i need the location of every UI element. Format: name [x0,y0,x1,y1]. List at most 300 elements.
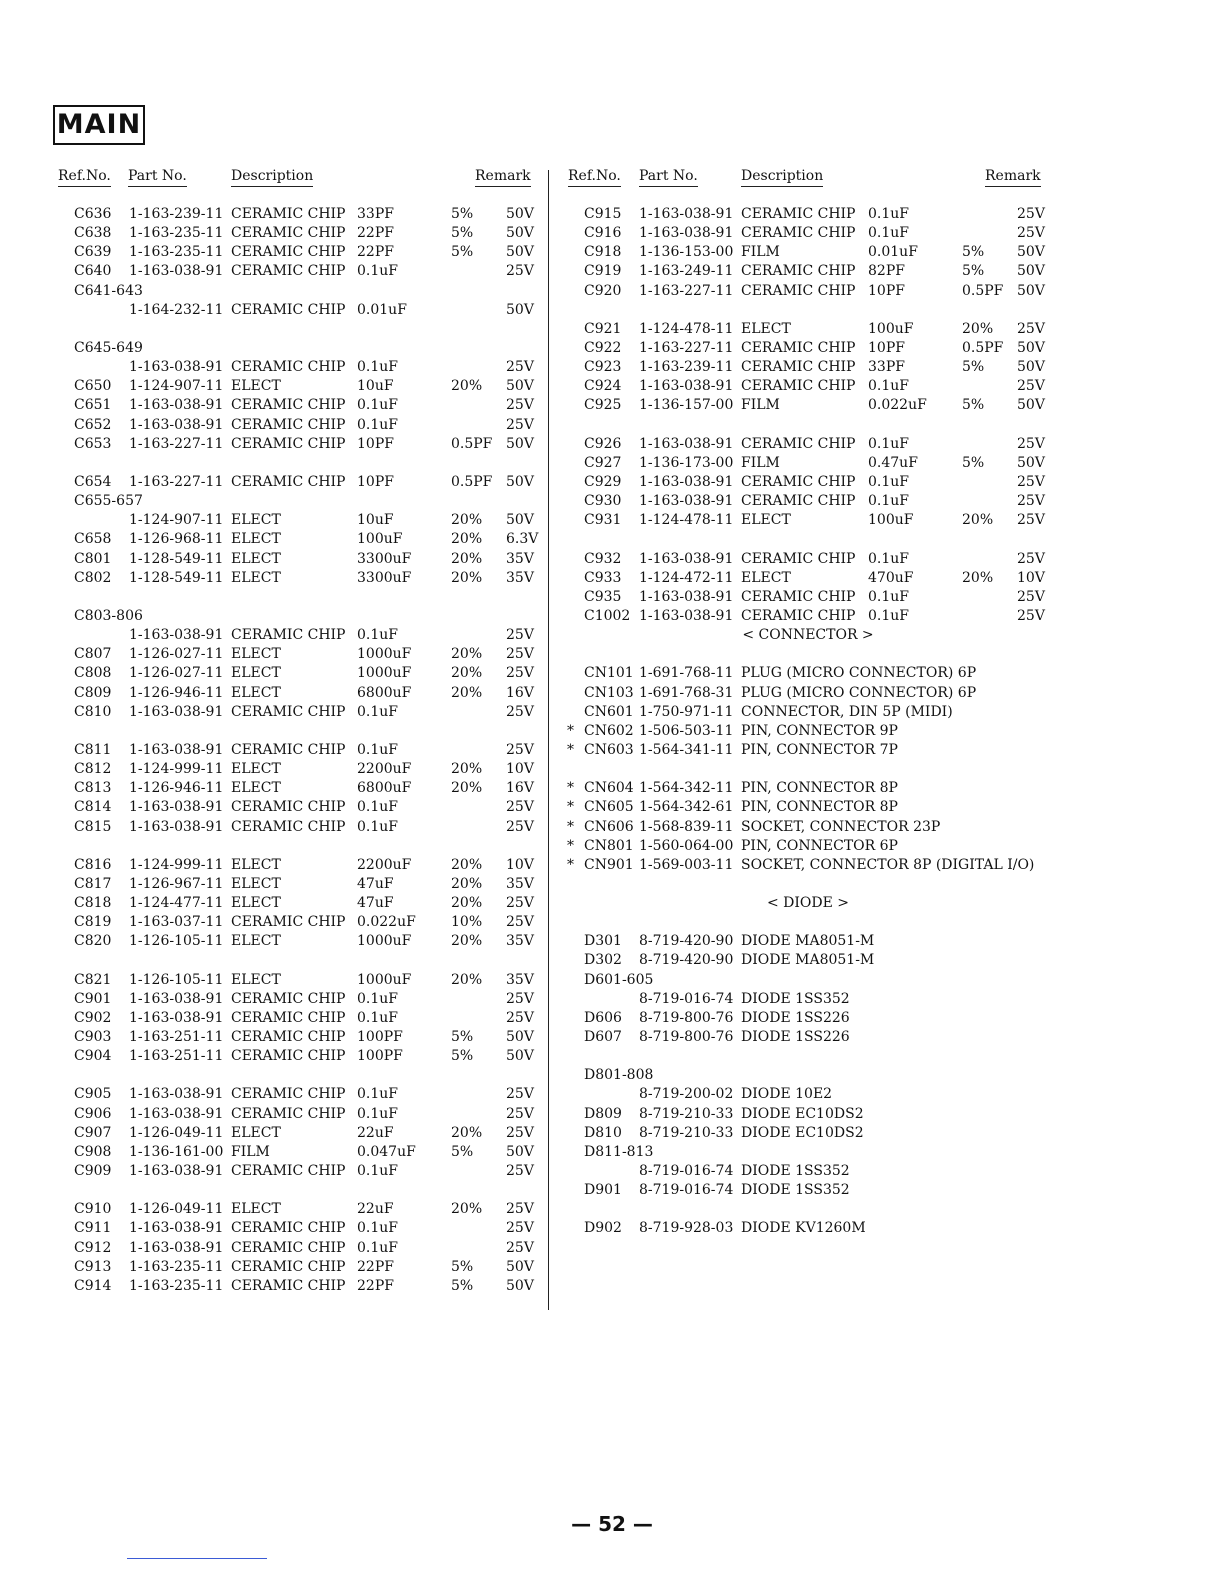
value: 2200uF [357,761,412,778]
header-remark: Remark [985,168,1041,187]
value: 1000uF [357,933,412,950]
voltage: 25V [1017,550,1045,567]
description: CERAMIC CHIP [231,1105,346,1122]
value: 0.01uF [868,244,918,261]
ref-no: C811 [74,741,112,758]
parts-row [568,455,1048,474]
description: PLUG (MICRO CONNECTOR) 6P [741,665,977,682]
parts-row [58,1048,542,1067]
ref-no: C915 [584,206,622,222]
parts-row [568,1029,1048,1048]
ref-no: C920 [584,282,622,299]
parts-row [568,742,1048,761]
part-no: 1-136-157-00 [639,397,734,414]
parts-row [568,244,1048,263]
voltage: 50V [506,1143,534,1160]
part-no: 1-163-038-91 [639,607,734,624]
ref-no: D302 [584,952,622,969]
parts-row [568,493,1048,512]
value: 3300uF [357,569,412,586]
part-no: 1-163-038-91 [129,627,224,644]
value: 100PF [357,1048,403,1065]
voltage: 25V [506,416,534,433]
voltage: 50V [1017,359,1045,376]
parts-row [58,493,542,512]
voltage: 25V [506,263,534,280]
ref-no: C911 [74,1220,112,1237]
voltage: 25V [506,1105,534,1122]
part-no: 1-163-038-91 [639,435,734,452]
tolerance: 20% [451,895,483,912]
part-no: 8-719-016-74 [639,1182,734,1199]
part-no: 1-163-227-11 [639,282,734,299]
ref-no: C916 [584,225,622,242]
ref-no: CN602 [584,722,634,739]
ref-no: C802 [74,569,112,586]
ref-no: C640 [74,263,112,280]
tolerance: 0.5PF [451,473,493,490]
safety-mark: * [567,799,574,816]
tolerance: 10% [451,914,483,931]
value: 22uF [357,1124,394,1141]
parts-row [568,474,1048,493]
part-no: 1-560-064-00 [639,837,734,854]
parts-row [568,1125,1048,1144]
value: 10uF [357,512,394,529]
parts-row [58,933,542,952]
ref-no: CN606 [584,818,634,835]
voltage: 25V [506,665,534,682]
voltage: 25V [506,1201,534,1218]
description: CERAMIC CHIP [231,263,346,280]
parts-row [568,378,1048,397]
voltage: 25V [506,703,534,720]
ref-no: D607 [584,1029,622,1046]
tolerance: 20% [451,780,483,797]
value: 0.01uF [357,301,407,318]
ref-no: C812 [74,761,112,778]
value: 82PF [868,263,905,280]
tolerance: 0.5PF [962,282,1004,299]
parts-row [568,1182,1048,1201]
description: CERAMIC CHIP [231,990,346,1007]
voltage: 50V [506,244,534,261]
description: CERAMIC CHIP [231,703,346,720]
part-no: 1-124-907-11 [129,378,224,395]
part-no: 1-750-971-11 [639,703,734,720]
parts-row [58,685,542,704]
description: DIODE KV1260M [741,1220,866,1237]
value: 6800uF [357,684,412,701]
description: CERAMIC CHIP [231,914,346,931]
ref-no: D810 [584,1124,622,1141]
parts-row [568,1201,1048,1220]
value: 0.1uF [357,1105,398,1122]
ref-no: CN101 [584,665,634,682]
voltage: 25V [506,799,534,816]
parts-row [58,665,542,684]
part-no: 1-163-239-11 [639,359,734,376]
ref-no: C912 [74,1239,112,1256]
parts-row [58,283,542,302]
part-no: 1-163-038-91 [129,1009,224,1026]
part-no: 8-719-210-33 [639,1105,734,1122]
description: ELECT [741,320,791,337]
part-no: 1-163-038-91 [639,588,734,605]
parts-row [58,1182,542,1201]
description: PIN, CONNECTOR 8P [741,780,898,797]
part-no: 1-163-038-91 [639,550,734,567]
value: 33PF [357,206,394,222]
description: ELECT [231,761,281,778]
description: CERAMIC CHIP [741,435,856,452]
ref-no: C654 [74,473,112,490]
part-no: 1-163-038-91 [129,818,224,835]
description: ELECT [231,971,281,988]
description: ELECT [231,378,281,395]
description: CERAMIC CHIP [231,416,346,433]
parts-row [58,551,542,570]
value: 0.1uF [357,1163,398,1180]
part-no: 1-136-173-00 [639,454,734,471]
part-no: 1-569-003-11 [639,856,734,873]
value: 33PF [868,359,905,376]
value: 10PF [357,473,394,490]
parts-row [58,589,542,608]
ref-no: C904 [74,1048,112,1065]
tolerance: 5% [962,244,985,261]
ref-no: C910 [74,1201,112,1218]
tolerance: 20% [962,320,994,337]
part-no: 1-163-235-11 [129,1258,224,1275]
part-no: 1-163-038-91 [129,1086,224,1103]
voltage: 50V [1017,282,1045,299]
voltage: 35V [506,550,534,567]
parts-row [568,933,1048,952]
ref-no: D811-813 [584,1143,654,1160]
ref-no: C808 [74,665,112,682]
part-no: 1-163-038-91 [639,378,734,395]
description: CERAMIC CHIP [231,359,346,376]
part-no: 1-126-105-11 [129,971,224,988]
parts-row [568,952,1048,971]
value: 0.1uF [357,1086,398,1103]
ref-no: C935 [584,588,622,605]
tolerance: 5% [451,225,474,242]
parts-row [58,1106,542,1125]
safety-mark: * [567,818,574,835]
ref-no: C651 [74,397,112,414]
ref-no: C918 [584,244,622,261]
part-no: 1-163-038-91 [129,397,224,414]
description: DIODE 1SS352 [741,1182,850,1199]
parts-row [568,263,1048,282]
ref-no: CN601 [584,703,634,720]
voltage: 50V [506,301,534,318]
description: ELECT [231,550,281,567]
parts-row [568,819,1048,838]
description: ELECT [231,933,281,950]
part-no: 1-163-037-11 [129,914,224,931]
ref-no: C926 [584,435,622,452]
tolerance: 20% [451,646,483,663]
voltage: 50V [506,435,534,452]
value: 0.1uF [868,550,909,567]
part-no: 1-163-235-11 [129,225,224,242]
tolerance: 20% [451,378,483,395]
parts-row [568,551,1048,570]
header-ref-no: Ref.No. [568,168,621,187]
section-heading [568,895,1048,914]
parts-row [58,876,542,895]
parts-row [58,1125,542,1144]
ref-no: C909 [74,1163,112,1180]
voltage: 25V [506,895,534,912]
tolerance: 20% [451,684,483,701]
value: 0.1uF [357,1009,398,1026]
voltage: 25V [1017,206,1045,222]
part-no: 1-124-478-11 [639,320,734,337]
tolerance: 5% [962,397,985,414]
value: 0.047uF [357,1143,416,1160]
ref-no: C645-649 [74,339,143,356]
value: 3300uF [357,550,412,567]
description: CERAMIC CHIP [741,206,856,222]
tolerance: 5% [451,1048,474,1065]
parts-row [58,742,542,761]
section-title-box [53,105,145,145]
voltage: 25V [1017,435,1045,452]
description: CERAMIC CHIP [231,397,346,414]
ref-no: C813 [74,780,112,797]
ref-no: C1002 [584,607,631,624]
voltage: 25V [506,1086,534,1103]
parts-row [568,512,1048,531]
ref-no: C931 [584,512,622,529]
description: CERAMIC CHIP [741,378,856,395]
value: 470uF [868,569,914,586]
value: 0.1uF [868,206,909,222]
ref-no: CN103 [584,684,634,701]
parts-row [58,1220,542,1239]
voltage: 10V [506,761,534,778]
part-no: 1-128-549-11 [129,569,224,586]
parts-row [568,1010,1048,1029]
value: 1000uF [357,665,412,682]
part-no: 1-163-038-91 [639,225,734,242]
ref-no: C817 [74,875,112,892]
voltage: 16V [506,780,534,797]
parts-row [568,321,1048,340]
section-heading-label: < CONNECTOR > [742,627,874,644]
voltage: 16V [506,684,534,701]
parts-row [568,761,1048,780]
parts-row [58,512,542,531]
value: 0.1uF [868,607,909,624]
parts-row [58,819,542,838]
part-no: 1-163-038-91 [129,359,224,376]
tolerance: 20% [451,933,483,950]
description: CERAMIC CHIP [231,799,346,816]
safety-mark: * [567,741,574,758]
value: 100uF [357,531,403,548]
parts-row [568,1067,1048,1086]
voltage: 25V [506,1239,534,1256]
part-no: 1-691-768-11 [639,665,734,682]
safety-mark: * [567,837,574,854]
voltage: 25V [1017,493,1045,510]
description: CERAMIC CHIP [741,339,856,356]
description: CERAMIC CHIP [231,1277,346,1294]
parts-row [58,627,542,646]
header-remark: Remark [475,168,531,187]
value: 10uF [357,378,394,395]
voltage: 50V [1017,339,1045,356]
description: DIODE MA8051-M [741,952,875,969]
tolerance: 5% [962,359,985,376]
part-no: 1-163-038-91 [639,206,734,222]
tolerance: 0.5PF [962,339,1004,356]
description: PIN, CONNECTOR 7P [741,741,898,758]
ref-no: C919 [584,263,622,280]
description: ELECT [231,1201,281,1218]
voltage: 25V [1017,512,1045,529]
parts-row [58,799,542,818]
tolerance: 20% [962,569,994,586]
part-no: 1-163-038-91 [129,263,224,280]
parts-row [568,646,1048,665]
description: ELECT [231,895,281,912]
parts-row [568,685,1048,704]
header-part-no: Part No. [128,168,187,187]
part-no: 8-719-420-90 [639,952,734,969]
parts-row [568,838,1048,857]
parts-row [58,225,542,244]
part-no: 1-124-478-11 [639,512,734,529]
value: 0.1uF [868,493,909,510]
voltage: 25V [1017,588,1045,605]
description: CONNECTOR, DIN 5P (MIDI) [741,703,953,720]
description: ELECT [231,665,281,682]
ref-no: C922 [584,339,622,356]
description: CERAMIC CHIP [231,1163,346,1180]
part-no: 1-124-477-11 [129,895,224,912]
value: 0.1uF [357,397,398,414]
voltage: 50V [506,1277,534,1294]
voltage: 50V [1017,397,1045,414]
ref-no: C818 [74,895,112,912]
description: CERAMIC CHIP [231,627,346,644]
tolerance: 20% [451,1124,483,1141]
part-no: 1-163-038-91 [129,1105,224,1122]
ref-no: C650 [74,378,112,395]
value: 22PF [357,1277,394,1294]
voltage: 25V [506,1124,534,1141]
description: ELECT [231,856,281,873]
value: 10PF [868,282,905,299]
voltage: 50V [506,1048,534,1065]
description: CERAMIC CHIP [741,263,856,280]
value: 0.1uF [357,359,398,376]
parts-row [568,531,1048,550]
tolerance: 5% [962,263,985,280]
ref-no: C636 [74,206,112,222]
part-no: 1-163-038-91 [129,1239,224,1256]
value: 22PF [357,244,394,261]
parts-row [58,723,542,742]
value: 22PF [357,225,394,242]
parts-row [58,531,542,550]
page-number: — 52 — [571,1512,653,1536]
tolerance: 20% [451,550,483,567]
description: ELECT [231,646,281,663]
part-no: 1-136-161-00 [129,1143,224,1160]
parts-row [58,780,542,799]
parts-row [568,704,1048,723]
ref-no: D606 [584,1009,622,1026]
description: DIODE 10E2 [741,1086,833,1103]
description: CERAMIC CHIP [741,550,856,567]
ref-no: C801 [74,550,112,567]
voltage: 35V [506,933,534,950]
description: CERAMIC CHIP [231,741,346,758]
ref-no: C924 [584,378,622,395]
part-no: 1-163-038-91 [129,799,224,816]
ref-no: C902 [74,1009,112,1026]
ref-no: C807 [74,646,112,663]
part-no: 8-719-800-76 [639,1009,734,1026]
description: CERAMIC CHIP [741,225,856,242]
ref-no: CN604 [584,780,634,797]
part-no: 1-124-999-11 [129,761,224,778]
part-no: 1-126-968-11 [129,531,224,548]
part-no: 1-163-038-91 [639,493,734,510]
ref-no: C658 [74,531,112,548]
part-no: 1-163-251-11 [129,1029,224,1046]
description: FILM [741,244,780,261]
tolerance: 20% [451,971,483,988]
ref-no: D801-808 [584,1067,654,1084]
parts-row [58,608,542,627]
parts-row [568,799,1048,818]
description: ELECT [741,512,791,529]
parts-row [58,263,542,282]
parts-row [58,1086,542,1105]
parts-row [58,972,542,991]
description: CERAMIC CHIP [231,301,346,318]
ref-no: C901 [74,990,112,1007]
ref-no: C821 [74,971,112,988]
voltage: 50V [1017,244,1045,261]
part-no: 1-126-967-11 [129,875,224,892]
parts-row [568,436,1048,455]
value: 1000uF [357,646,412,663]
part-no: 1-691-768-31 [639,684,734,701]
part-no: 1-568-839-11 [639,818,734,835]
section-heading-label: < DIODE > [766,895,850,912]
part-no: 1-564-342-11 [639,780,734,797]
voltage: 50V [506,1029,534,1046]
ref-no: C908 [74,1143,112,1160]
part-no: 1-163-235-11 [129,244,224,261]
parts-row [58,761,542,780]
description: CERAMIC CHIP [231,1048,346,1065]
value: 0.1uF [357,627,398,644]
tolerance: 20% [451,665,483,682]
value: 0.1uF [357,1220,398,1237]
voltage: 25V [506,1163,534,1180]
part-no: 1-163-038-91 [129,416,224,433]
